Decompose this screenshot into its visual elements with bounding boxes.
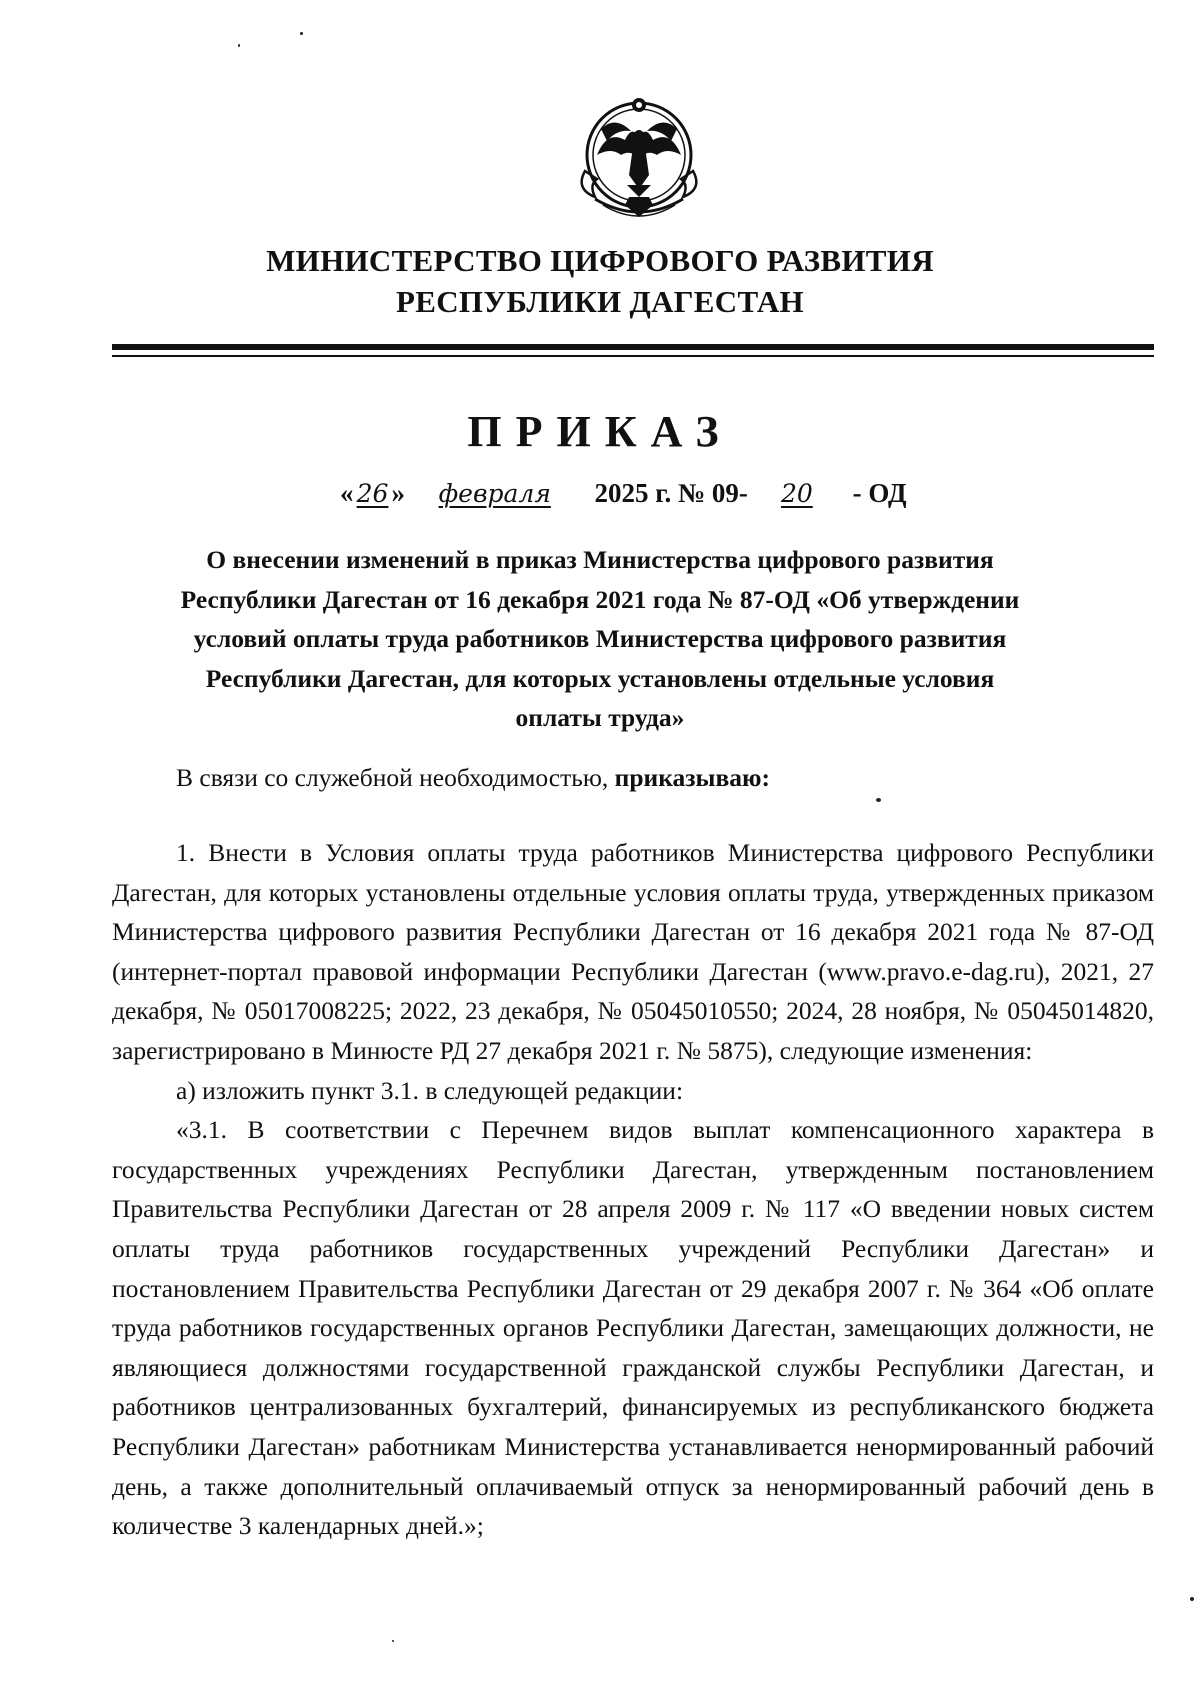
- order-body: [112, 833, 1154, 1546]
- dagestan-coat-of-arms-icon: [567, 85, 711, 233]
- date-day-handwritten: 26: [356, 479, 389, 508]
- header-divider-thick: [112, 344, 1154, 350]
- date-month-handwritten: февраля: [438, 479, 551, 508]
- subject-line: оплаты труда»: [515, 703, 685, 733]
- order-number-prefix: № 09-: [677, 478, 748, 508]
- order-number-suffix: - ОД: [852, 478, 907, 508]
- body-paragraph-3: «3.1. В соответствии с Перечнем видов выплат компенсационного характера в государственных учреждениях Республики Дагестан, утвержденным постановлением Правительства Республики Дагестан от 28 апреля 2009 г. № 117 «О введении новых систем оплаты труда работников государственных учреждений Республики Дагестан» и постановлением Правительства Республики Дагестан от 29 декабря 2007 г. № 364 «Об оплате труда работников государственных органов Республики Дагестан, замещающих должности, не являющиеся должностями государственной гражданской службы Республики Дагестан, и работников централизованных бухгалтерий, финансируемых из республиканского бюджета Республики Дагестан» работникам Министерства устанавливается ненормированный рабочий день, а также дополнительный оплачиваемый отпуск за ненормированный рабочий день в количестве 3 календарных дней.»;: [112, 1115, 1154, 1541]
- header-divider-thin: [112, 355, 1154, 357]
- subject-line: О внесении изменений в приказ Министерства цифрового развития: [206, 545, 994, 574]
- order-date-number-line: [340, 478, 907, 509]
- body-paragraph-1: 1. Внести в Условия оплаты труда работников Министерства цифрового Республики Дагестан, для которых установлены отдельные условия оплаты труда, утвержденных приказом Министерства цифрового развития Республики Дагестан от 16 декабря 2021 года № 87-ОД (интернет-портал правовой информации Республики Дагестан (www.pravo.e-dag.ru), 2021, 27 декабря, № 05017008225; 2022, 23 декабря, № 05045010550; 2024, 28 ноября, № 05045014820, зарегистрировано в Минюсте РД 27 декабря 2021 г. № 5875), следующие изменения:: [112, 838, 1154, 1065]
- preamble-directive: приказываю:: [614, 763, 770, 792]
- subject-line: Республики Дагестан, для которых установлены отдельные условия: [205, 663, 995, 693]
- ministry-name-line2: РЕСПУБЛИКИ ДАГЕСТАН: [396, 284, 804, 319]
- date-open-quote: «: [340, 478, 354, 508]
- date-close-quote: »: [391, 478, 405, 508]
- preamble-text: В связи со служебной необходимостью,: [176, 763, 615, 792]
- ministry-name-line1: МИНИСТЕРСТВО ЦИФРОВОГО РАЗВИТИЯ: [266, 243, 934, 278]
- preamble: [176, 763, 770, 793]
- order-number-handwritten: 20: [780, 479, 813, 508]
- order-subject: [160, 540, 1040, 738]
- subject-line: Республики Дагестан от 16 декабря 2021 года № 87-ОД «Об утверждении: [180, 584, 1020, 614]
- order-year: 2025 г.: [594, 478, 672, 508]
- order-title: ПРИКАЗ: [467, 407, 733, 456]
- body-paragraph-2: а) изложить пункт 3.1. в следующей редакции:: [176, 1075, 684, 1105]
- subject-line: условий оплаты труда работников Министерства цифрового развития: [193, 624, 1007, 654]
